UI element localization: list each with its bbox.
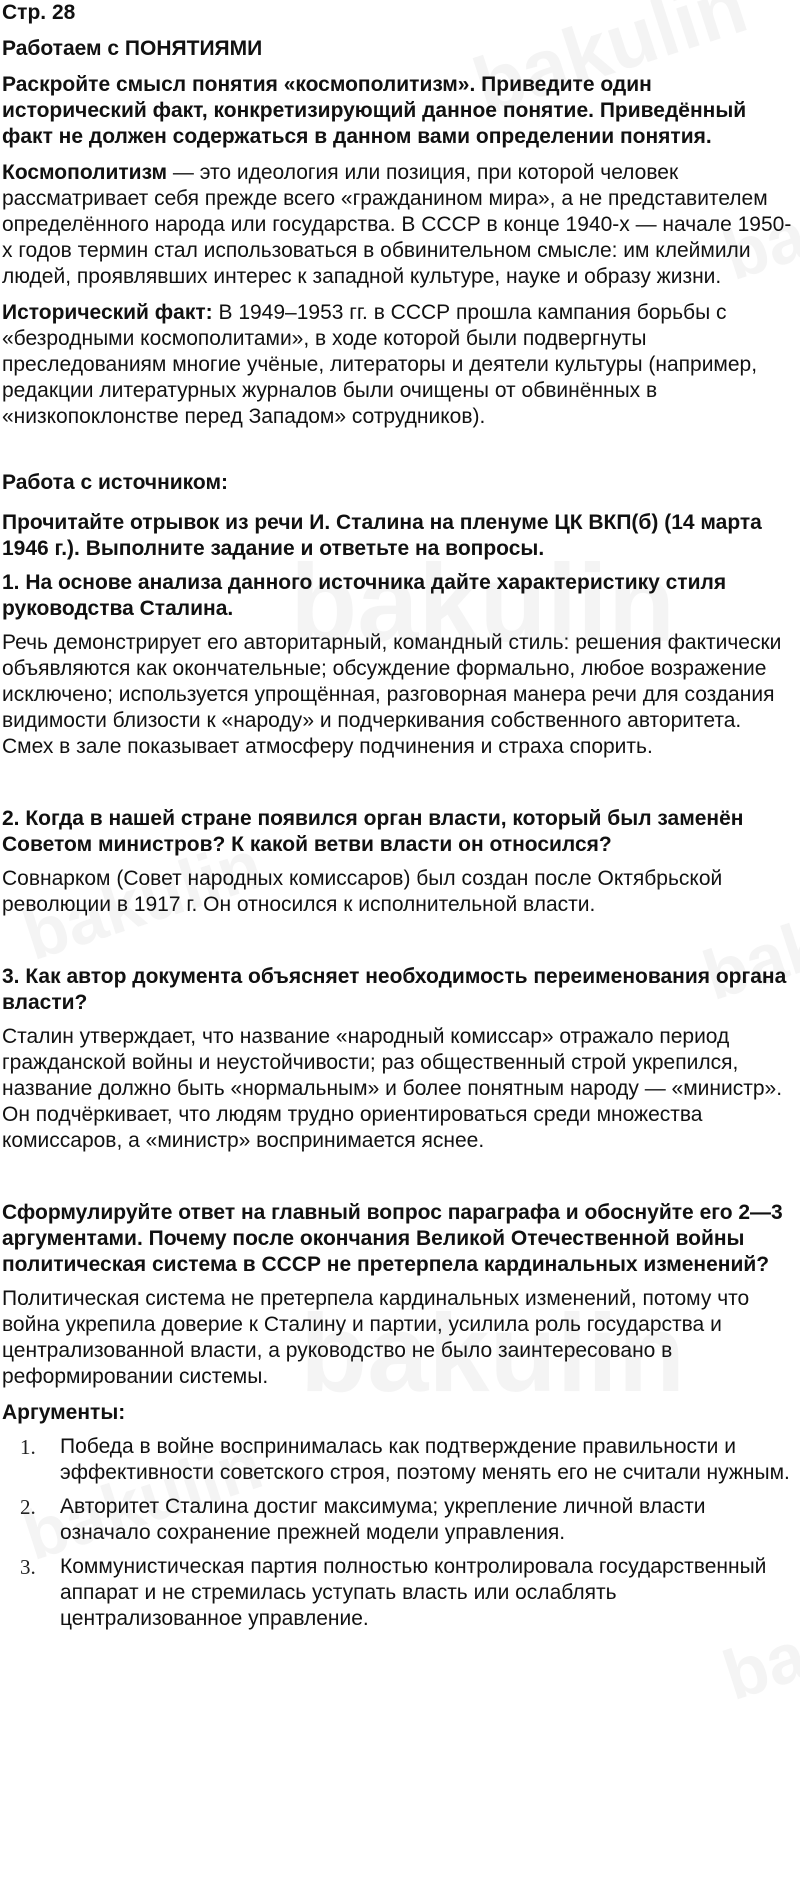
concepts-task: Раскройте смысл понятия «космополитизм». Приведите один исторический факт, конкретизирующий данное понятие. Приведённый факт не должен содержаться в данном вами определении понятия. <box>2 73 747 148</box>
main-answer: Политическая система не претерпела кардинальных изменений, потому что война укрепила доверие к Сталину и партии, усилила роль государства и централизованной власти, а руководство не было заинтересовано в реформировании системы. <box>2 1287 750 1388</box>
list-item <box>2 1494 796 1546</box>
source-task: Прочитайте отрывок из речи И. Сталина на пленуме ЦК ВКП(б) (14 марта 1946 г.). Выполните задание и ответьте на вопросы. <box>2 511 762 560</box>
list-item <box>2 1434 796 1486</box>
arguments-label: Аргументы: <box>2 1401 126 1424</box>
list-item-text: Победа в войне воспринималась как подтверждение правильности и эффективности советского строя, поэтому менять его не считали нужным. <box>60 1435 790 1484</box>
fact-paragraph <box>2 300 796 430</box>
page-number: Стр. 28 <box>2 1 76 24</box>
fact-label: Исторический факт: <box>2 301 213 324</box>
list-item-number: 3. <box>20 1555 36 1579</box>
list-item-number: 2. <box>20 1495 36 1519</box>
list-item-text: Авторитет Сталина достиг максимума; укрепление личной власти означало сохранение прежней модели управления. <box>60 1495 706 1544</box>
definition-text: — это идеология или позиция, при которой человек рассматривает себя прежде всего «гражданином мира», а не представителем определённого народа или государства. В СССР в конце 1940-х — начале 1950-х годов термин стал использоваться в обвинительном смысле: им клеймили людей, проявлявших интерес к западной культуре, науке и образу жизни. <box>2 161 792 288</box>
source-heading: Работа с источником: <box>2 471 228 494</box>
question-2: 2. Когда в нашей стране появился орган власти, который был заменён Советом министров? К какой ветви власти он относился? <box>2 807 744 856</box>
definition-term: Космополитизм <box>2 161 168 184</box>
question-1: 1. На основе анализа данного источника дайте характеристику стиля руководства Сталина. <box>2 571 727 620</box>
list-item-number: 1. <box>20 1435 36 1459</box>
answer-1: Речь демонстрирует его авторитарный, командный стиль: решения фактически объявляются как окончательные; обсуждение формально, любое возражение исключено; используется упрощённая, разговорная манера речи для создания видимости близости к «народу» и подчеркивания собственного авторитета. Смех в зале показывает атмосферу подчинения и страха спорить. <box>2 631 782 758</box>
main-question-task: Сформулируйте ответ на главный вопрос параграфа и обоснуйте его 2—3 аргументами. Почему после окончания Великой Отечественной войны политическая система в СССР не претерпела кардинальных изменений? <box>2 1201 783 1276</box>
answer-2: Совнарком (Совет народных комиссаров) был создан после Октябрьской революции в 1917 г. Он относился к исполнительной власти. <box>2 867 723 916</box>
fact-text: В 1949–1953 гг. в СССР прошла кампания борьбы с «безродными космополитами», в ходе которой были подвергнуты преследованиям многие учёные, литераторы и деятели культуры (например, редакции литературных журналов были очищены от обвинённых в «низкопоклонстве перед Западом» сотрудников). <box>2 301 758 428</box>
arguments-list <box>2 1434 796 1632</box>
answer-3: Сталин утверждает, что название «народный комиссар» отражало период гражданской войны и неустойчивости; раз общественный строй укрепился, название должно быть «нормальным» и более понятным народу — «министр». Он подчёркивает, что людям трудно ориентироваться среди множества комиссаров, а «министр» воспринимается яснее. <box>2 1025 783 1152</box>
concepts-heading: Работаем с ПОНЯТИЯМИ <box>2 37 263 60</box>
question-3: 3. Как автор документа объясняет необходимость переименования органа власти? <box>2 965 787 1014</box>
list-item-text: Коммунистическая партия полностью контролировала государственный аппарат и не стремилась уступать власть или ослаблять централизованное управление. <box>60 1555 767 1630</box>
definition-paragraph <box>2 160 796 290</box>
list-item <box>2 1554 796 1632</box>
